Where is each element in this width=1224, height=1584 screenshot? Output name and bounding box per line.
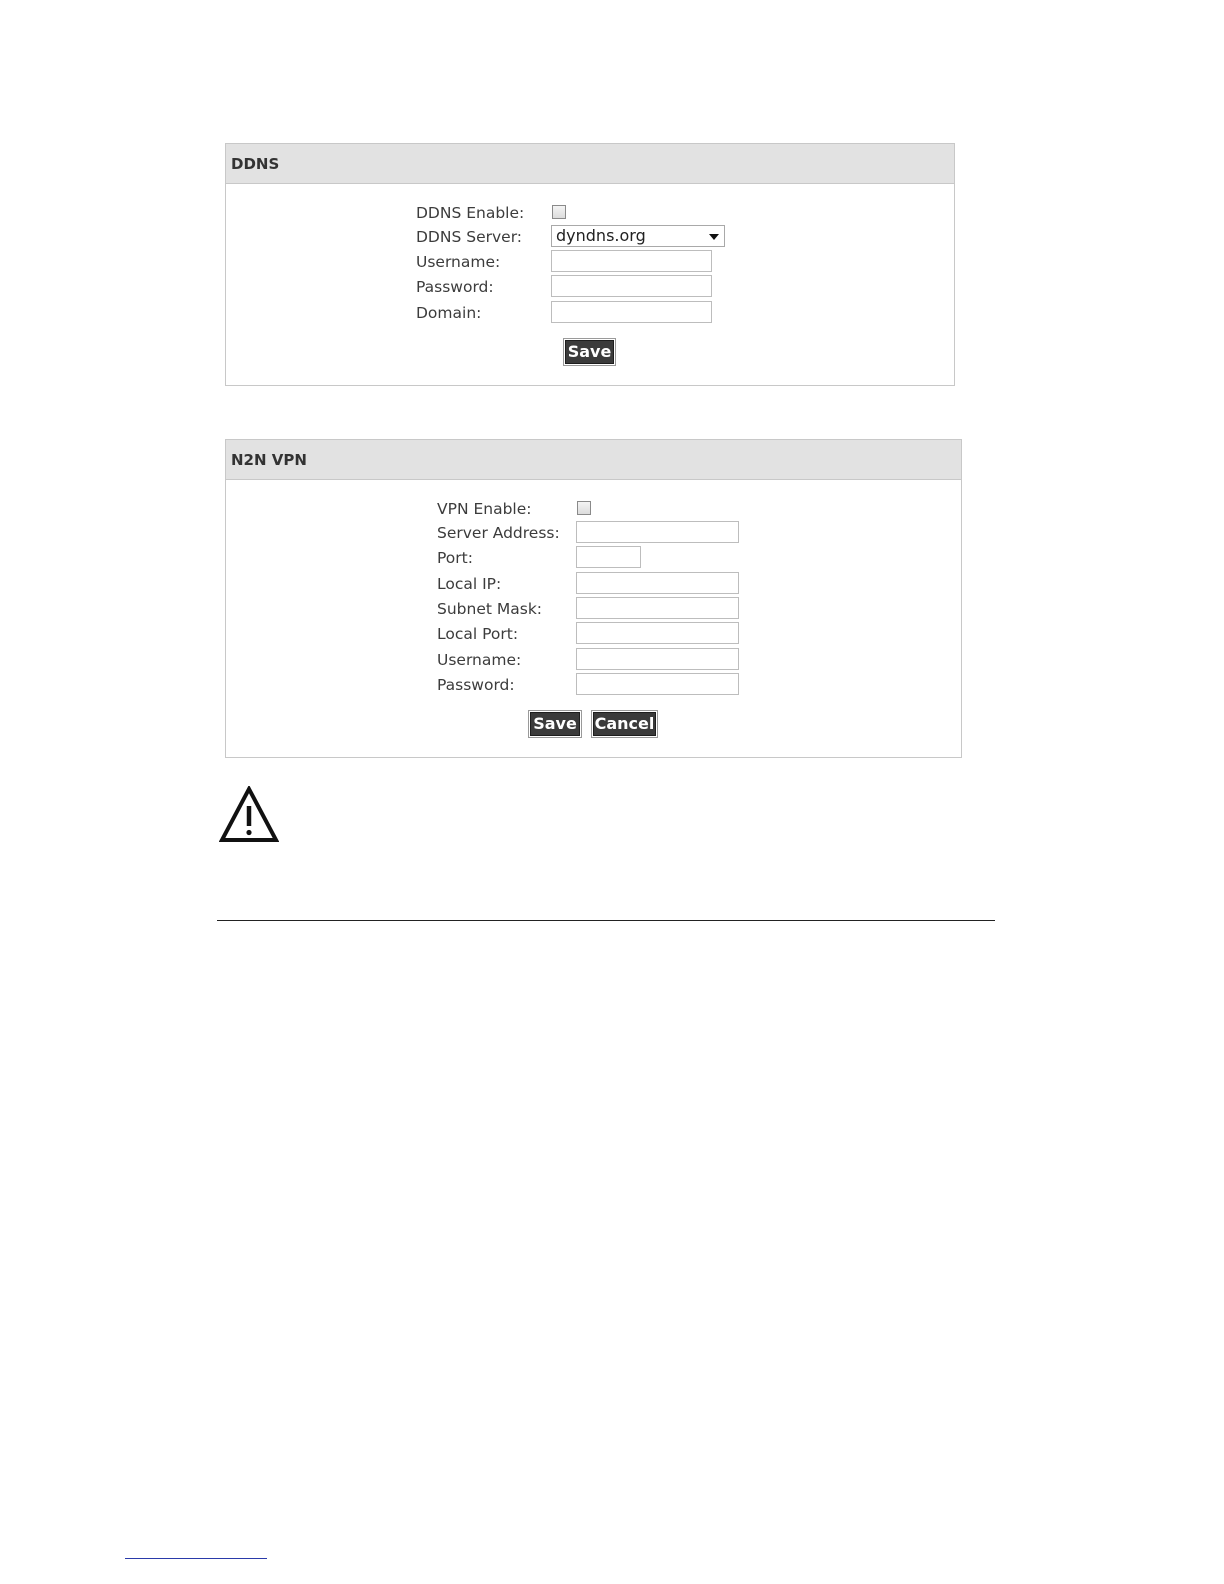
ddns-domain-label: Domain: (416, 304, 482, 322)
ddns-username-label: Username: (416, 253, 501, 271)
ddns-server-value: dyndns.org (556, 226, 646, 245)
ddns-password-label: Password: (416, 278, 494, 296)
vpn-local-ip-label: Local IP: (437, 575, 502, 593)
vpn-server-input[interactable] (576, 521, 739, 543)
ddns-save-button[interactable]: Save (565, 340, 614, 364)
ddns-password-input[interactable] (551, 275, 712, 297)
ddns-server-label: DDNS Server: (416, 228, 523, 246)
ddns-domain-input[interactable] (551, 301, 712, 323)
ddns-enable-checkbox[interactable] (552, 205, 566, 219)
chevron-down-icon (709, 234, 719, 240)
vpn-save-button[interactable]: Save (530, 712, 580, 736)
vpn-username-input[interactable] (576, 648, 739, 670)
vpn-local-ip-input[interactable] (576, 572, 739, 594)
ddns-username-input[interactable] (551, 250, 712, 272)
ddns-server-select[interactable] (551, 225, 725, 247)
footnote-divider (125, 1558, 267, 1559)
vpn-local-port-label: Local Port: (437, 625, 519, 643)
vpn-username-label: Username: (437, 651, 522, 669)
vpn-panel (225, 439, 962, 758)
vpn-enable-label: VPN Enable: (437, 500, 532, 518)
ddns-panel-title: DDNS (226, 144, 954, 184)
vpn-panel-title: N2N VPN (226, 440, 961, 480)
vpn-subnet-input[interactable] (576, 597, 739, 619)
divider (217, 920, 995, 921)
vpn-server-label: Server Address: (437, 524, 560, 542)
warning-icon (219, 786, 279, 844)
vpn-password-label: Password: (437, 676, 515, 694)
vpn-port-input[interactable] (576, 546, 641, 568)
vpn-subnet-label: Subnet Mask: (437, 600, 543, 618)
ddns-enable-label: DDNS Enable: (416, 204, 525, 222)
vpn-cancel-button[interactable]: Cancel (593, 712, 656, 736)
vpn-port-label: Port: (437, 549, 473, 567)
vpn-local-port-input[interactable] (576, 622, 739, 644)
vpn-enable-checkbox[interactable] (577, 501, 591, 515)
ddns-panel (225, 143, 955, 386)
vpn-password-input[interactable] (576, 673, 739, 695)
